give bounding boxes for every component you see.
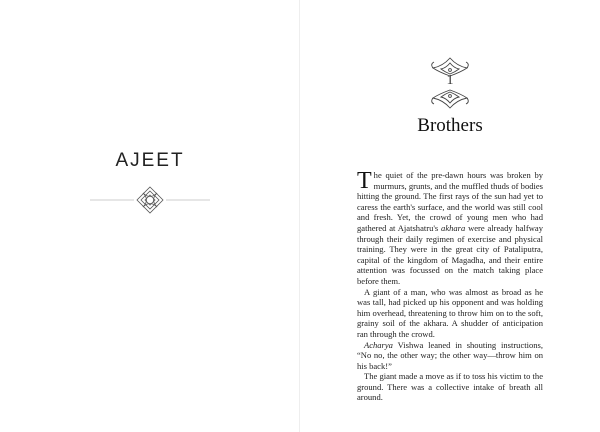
diamond-knot-ornament-icon	[90, 186, 210, 214]
akhara-italic: akhara	[441, 222, 466, 233]
paragraph-1-text: he quiet of the pre-dawn hours was broken by murmurs, grunts, and the muffled thuds of bodies hitting the ground. The first rays of the sun had yet to caress the earth's surface, and the world was still cool and fresh. Yet, the crowd of young men who had gathered at Ajatshatru's	[357, 170, 543, 233]
paragraph-1	[357, 170, 543, 287]
paragraph-1-end: were already halfway through their daily regimen of exercise and physical training. They were in the great city of Pataliputra, capital of the kingdom of Magadha, and their entire attention was focussed on the match taking place before them.	[357, 222, 543, 286]
paragraph-3-text: Vishwa leaned in shouting instructions, “No no, the other way; the other way—throw him on his back!”	[357, 339, 543, 371]
paragraph-2: A giant of a man, who was almost as broad as he was tall, had picked up his opponent and was holding him overhead, threatening to throw him on to the soft, grainy soil of the akhara. A shudder of anticipation ran through the crowd.	[357, 286, 543, 339]
drop-cap: T	[357, 168, 372, 194]
acharya-italic: Acharya	[364, 339, 393, 350]
chapter-body	[357, 170, 543, 403]
flourish-bottom-ornament-icon	[429, 88, 471, 110]
paragraph-3	[357, 340, 543, 372]
chapter-number: 1	[446, 73, 454, 88]
part-title: AJEET	[115, 150, 185, 171]
paragraph-4: The giant made a move as if to toss his victim to the ground. There was a collective intake of breath all around.	[357, 371, 543, 403]
gutter-shadow	[299, 0, 300, 432]
chapter-title: Brothers	[417, 115, 483, 136]
